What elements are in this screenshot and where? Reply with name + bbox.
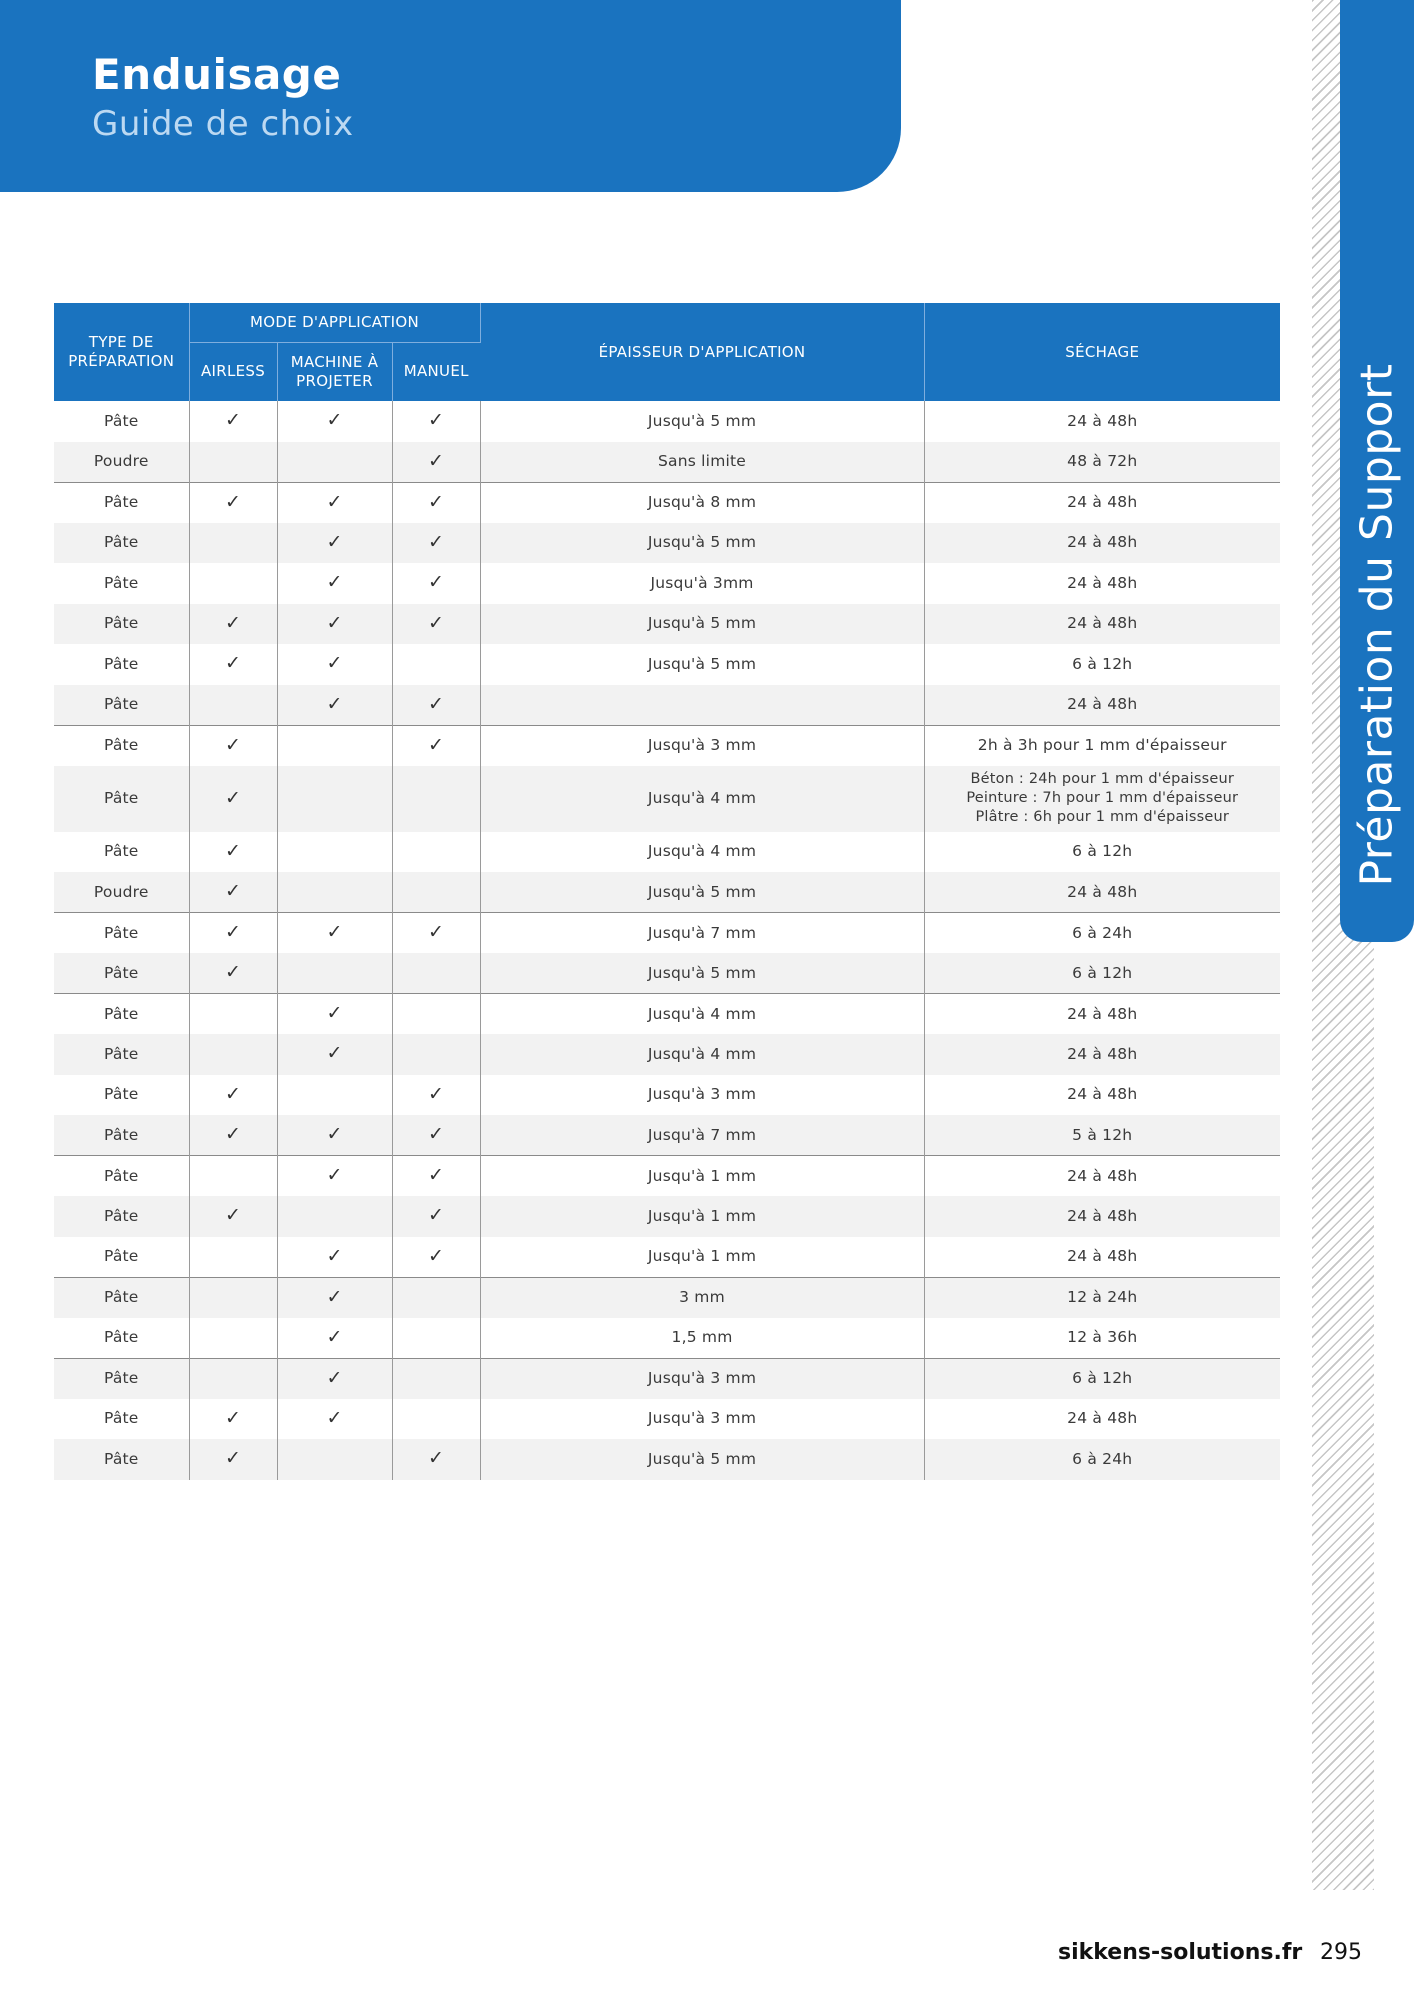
check-icon: ✓: [326, 1244, 343, 1267]
cell-sechage: 24 à 48h: [924, 685, 1280, 726]
cell-airless: [189, 401, 277, 442]
cell-manuel: [392, 1115, 480, 1156]
check-icon: ✓: [427, 1204, 445, 1227]
page-number: 295: [1320, 1940, 1362, 1965]
cell-machine-a-projeter: [277, 1237, 392, 1278]
header-mode-application: MODE D'APPLICATION: [189, 303, 480, 342]
check-icon: ✓: [427, 611, 445, 634]
cell-epaisseur: Jusqu'à 5 mm: [480, 1439, 924, 1480]
cell-manuel: [392, 685, 480, 726]
cell-type-preparation: Pâte: [54, 994, 189, 1035]
table-row: [54, 832, 1280, 873]
cell-sechage: 24 à 48h: [1067, 1247, 1138, 1265]
cell-epaisseur: [480, 685, 924, 726]
table-row: [54, 913, 1280, 954]
cell-type-preparation: Pâte: [54, 913, 189, 954]
table-body: [54, 401, 1280, 1480]
footer-website: sikkens-solutions.fr: [1058, 1940, 1303, 1965]
cell-epaisseur: Jusqu'à 3 mm: [480, 1358, 924, 1399]
cell-machine-a-projeter: [277, 994, 392, 1035]
cell-machine-a-projeter: [277, 523, 392, 564]
cell-manuel: [392, 401, 480, 442]
table-row: [54, 1358, 1280, 1399]
cell-airless: [189, 644, 277, 685]
cell-type-preparation: Pâte: [54, 1156, 189, 1197]
cell-type-preparation: Pâte: [54, 1358, 189, 1399]
table-row: [54, 872, 1280, 913]
table-row: [54, 1156, 1280, 1197]
header-manuel: MANUEL: [392, 342, 480, 401]
cell-airless: [189, 442, 277, 483]
table-row: [54, 563, 1280, 604]
cell-airless: [189, 725, 277, 766]
cell-sechage: 24 à 48h: [1067, 1409, 1138, 1428]
cell-type-preparation: Poudre: [54, 442, 189, 483]
cell-manuel: [392, 563, 480, 604]
cell-manuel: [392, 604, 480, 645]
cell-epaisseur: Jusqu'à 5 mm: [480, 401, 924, 442]
cell-manuel: [392, 913, 480, 954]
cell-epaisseur: Jusqu'à 5 mm: [480, 872, 924, 913]
check-icon: ✓: [427, 1244, 445, 1267]
check-icon: ✓: [224, 839, 242, 862]
cell-type-preparation: Pâte: [54, 563, 189, 604]
check-icon: ✓: [224, 1204, 242, 1227]
cell-epaisseur: Jusqu'à 5 mm: [480, 644, 924, 685]
cell-epaisseur: Jusqu'à 1 mm: [480, 1196, 924, 1237]
cell-type-preparation: Pâte: [54, 644, 189, 685]
check-icon: ✓: [427, 490, 445, 513]
table-row: [54, 1318, 1280, 1359]
check-icon: ✓: [427, 733, 445, 756]
cell-sechage: 24 à 48h: [924, 994, 1280, 1035]
cell-machine-a-projeter: [277, 1439, 392, 1480]
cell-epaisseur: Jusqu'à 4 mm: [480, 766, 924, 832]
check-icon: ✓: [224, 1406, 242, 1429]
check-icon: ✓: [224, 1123, 242, 1145]
cell-type-preparation: Pâte: [54, 832, 189, 873]
cell-machine-a-projeter: [277, 1399, 392, 1440]
cell-machine-a-projeter: [277, 563, 392, 604]
cell-machine-a-projeter: [277, 1075, 392, 1116]
check-icon: ✓: [326, 1042, 343, 1065]
table-row: [54, 685, 1280, 726]
cell-type-preparation: Pâte: [54, 482, 189, 523]
cell-sechage: 24 à 48h: [924, 604, 1280, 645]
cell-sechage: 24 à 48h: [924, 1034, 1280, 1075]
cell-sechage: 24 à 48h: [1067, 411, 1138, 430]
cell-manuel: [392, 644, 480, 685]
cell-machine-a-projeter: [277, 913, 392, 954]
table-row: [54, 1237, 1280, 1278]
cell-sechage: 5 à 12h: [924, 1115, 1280, 1156]
cell-sechage: 6 à 24h: [924, 913, 1280, 954]
table-row: [54, 1075, 1280, 1116]
table-row: [54, 482, 1280, 523]
cell-type-preparation: Pâte: [54, 725, 189, 766]
cell-manuel: [392, 832, 480, 873]
cell-machine-a-projeter: [277, 685, 392, 726]
check-icon: ✓: [224, 786, 242, 809]
cell-machine-a-projeter: [277, 1196, 392, 1237]
table-row: [54, 1115, 1280, 1156]
cell-epaisseur: 1,5 mm: [480, 1318, 924, 1359]
cell-airless: [189, 1277, 277, 1318]
cell-machine-a-projeter: [277, 872, 392, 913]
cell-type-preparation: Pâte: [54, 1034, 189, 1075]
cell-airless: [189, 1115, 277, 1156]
cell-sechage: 6 à 12h: [1072, 842, 1133, 861]
cell-sechage: 24 à 48h: [924, 1156, 1280, 1197]
cell-type-preparation: Poudre: [54, 872, 189, 913]
cell-epaisseur: Jusqu'à 4 mm: [480, 1034, 924, 1075]
cell-manuel: [392, 482, 480, 523]
cell-machine-a-projeter: [277, 1358, 392, 1399]
cell-airless: [189, 872, 277, 913]
cell-airless: [189, 1237, 277, 1278]
page-title: Enduisage: [92, 50, 342, 99]
check-icon: ✓: [224, 611, 242, 634]
check-icon: ✓: [326, 1406, 343, 1429]
check-icon: ✓: [326, 1285, 343, 1308]
cell-type-preparation: Pâte: [54, 523, 189, 564]
cell-epaisseur: Jusqu'à 1 mm: [480, 1156, 924, 1197]
table-row: [54, 1399, 1280, 1440]
header-type-preparation: TYPE DE PRÉPARATION: [54, 303, 189, 401]
cell-machine-a-projeter: [277, 1318, 392, 1359]
cell-airless: [189, 604, 277, 645]
cell-airless: [189, 563, 277, 604]
cell-sechage: 6 à 12h: [924, 1358, 1280, 1399]
cell-manuel: [392, 442, 480, 483]
cell-airless: [189, 1075, 277, 1116]
cell-airless: [189, 913, 277, 954]
check-icon: ✓: [224, 652, 242, 675]
check-icon: ✓: [224, 921, 242, 943]
selection-guide-table: [54, 303, 1280, 1480]
check-icon: ✓: [224, 880, 242, 902]
cell-airless: [189, 994, 277, 1035]
check-icon: ✓: [326, 530, 343, 553]
cell-machine-a-projeter: [277, 766, 392, 832]
check-icon: ✓: [326, 1123, 343, 1145]
table-row: [54, 1034, 1280, 1075]
cell-epaisseur: Jusqu'à 3 mm: [480, 1075, 924, 1116]
cell-sechage: 24 à 48h: [924, 523, 1280, 564]
cell-sechage: 2h à 3h pour 1 mm d'épaisseur: [924, 725, 1280, 766]
cell-sechage: 12 à 24h: [924, 1277, 1280, 1318]
cell-machine-a-projeter: [277, 442, 392, 483]
check-icon: ✓: [427, 409, 445, 432]
check-icon: ✓: [427, 692, 445, 715]
cell-airless: [189, 1439, 277, 1480]
cell-manuel: [392, 725, 480, 766]
check-icon: ✓: [427, 571, 445, 594]
cell-type-preparation: Pâte: [54, 1399, 189, 1440]
table-row: [54, 1277, 1280, 1318]
check-icon: ✓: [326, 1325, 343, 1348]
cell-manuel: [392, 1439, 480, 1480]
check-icon: ✓: [224, 961, 242, 983]
check-icon: ✓: [326, 652, 343, 675]
table-row: [54, 994, 1280, 1035]
cell-airless: [189, 1358, 277, 1399]
check-icon: ✓: [326, 1002, 343, 1024]
cell-airless: [189, 482, 277, 523]
cell-sechage: 24 à 48h: [924, 1196, 1280, 1237]
cell-sechage: 6 à 24h: [924, 1439, 1280, 1480]
cell-machine-a-projeter: [277, 604, 392, 645]
cell-manuel: [392, 1358, 480, 1399]
table-row: [54, 523, 1280, 564]
cell-machine-a-projeter: [277, 1156, 392, 1197]
cell-type-preparation: Pâte: [54, 1237, 189, 1278]
cell-epaisseur: Jusqu'à 4 mm: [480, 832, 924, 873]
cell-sechage: Béton : 24h pour 1 mm d'épaisseur Peinture : 7h pour 1 mm d'épaisseur Plâtre : 6h pour 1 mm d'épaisseur: [924, 766, 1280, 832]
check-icon: ✓: [427, 449, 445, 472]
cell-airless: [189, 832, 277, 873]
cell-epaisseur: Jusqu'à 3mm: [480, 563, 924, 604]
table-row: [54, 604, 1280, 645]
section-side-tab-label: Préparation du Support: [1351, 363, 1403, 887]
cell-epaisseur: Jusqu'à 7 mm: [480, 913, 924, 954]
header-airless: AIRLESS: [189, 342, 277, 401]
cell-epaisseur: Jusqu'à 3 mm: [480, 725, 924, 766]
check-icon: ✓: [326, 611, 343, 634]
cell-machine-a-projeter: [277, 1277, 392, 1318]
cell-airless: [189, 1156, 277, 1197]
check-icon: ✓: [427, 1123, 445, 1145]
cell-airless: [189, 953, 277, 994]
table-row: [54, 766, 1280, 832]
check-icon: ✓: [224, 409, 242, 432]
cell-machine-a-projeter: [277, 1034, 392, 1075]
cell-epaisseur: Jusqu'à 7 mm: [480, 1115, 924, 1156]
cell-epaisseur: Jusqu'à 4 mm: [480, 994, 924, 1035]
cell-epaisseur: Sans limite: [480, 442, 924, 483]
cell-type-preparation: Pâte: [54, 1075, 189, 1116]
table-row: [54, 1196, 1280, 1237]
cell-manuel: [392, 1075, 480, 1116]
table-row: [54, 1439, 1280, 1480]
check-icon: ✓: [427, 530, 445, 553]
cell-manuel: [392, 766, 480, 832]
page-subtitle: Guide de choix: [92, 104, 354, 144]
check-icon: ✓: [427, 1447, 445, 1470]
cell-manuel: [392, 994, 480, 1035]
cell-machine-a-projeter: [277, 401, 392, 442]
cell-airless: [189, 1034, 277, 1075]
cell-machine-a-projeter: [277, 1115, 392, 1156]
cell-epaisseur: Jusqu'à 8 mm: [480, 482, 924, 523]
check-icon: ✓: [326, 1366, 343, 1389]
cell-type-preparation: Pâte: [54, 953, 189, 994]
header-epaisseur: ÉPAISSEUR D'APPLICATION: [480, 303, 924, 401]
cell-machine-a-projeter: [277, 832, 392, 873]
cell-airless: [189, 685, 277, 726]
table-row: [54, 442, 1280, 483]
cell-epaisseur: 3 mm: [480, 1277, 924, 1318]
cell-machine-a-projeter: [277, 725, 392, 766]
check-icon: ✓: [427, 921, 445, 943]
check-icon: ✓: [427, 1082, 445, 1105]
check-icon: ✓: [326, 921, 343, 943]
check-icon: ✓: [326, 1164, 343, 1186]
cell-airless: [189, 1399, 277, 1440]
cell-sechage: 24 à 48h: [1067, 573, 1138, 592]
cell-sechage: 24 à 48h: [924, 872, 1280, 913]
check-icon: ✓: [326, 692, 343, 715]
check-icon: ✓: [427, 1164, 445, 1186]
cell-sechage: 24 à 48h: [924, 482, 1280, 523]
cell-airless: [189, 1318, 277, 1359]
cell-type-preparation: Pâte: [54, 766, 189, 832]
header-machine-a-projeter: MACHINE À PROJETER: [277, 342, 392, 401]
cell-airless: [189, 766, 277, 832]
cell-airless: [189, 523, 277, 564]
cell-sechage: 12 à 36h: [1067, 1328, 1138, 1346]
cell-machine-a-projeter: [277, 644, 392, 685]
check-icon: ✓: [326, 490, 343, 513]
cell-epaisseur: Jusqu'à 5 mm: [480, 953, 924, 994]
cell-sechage: 6 à 12h: [924, 953, 1280, 994]
cell-type-preparation: Pâte: [54, 1439, 189, 1480]
cell-manuel: [392, 872, 480, 913]
cell-manuel: [392, 1399, 480, 1440]
check-icon: ✓: [224, 733, 242, 756]
check-icon: ✓: [326, 409, 343, 432]
cell-epaisseur: Jusqu'à 1 mm: [480, 1237, 924, 1278]
table-row: [54, 644, 1280, 685]
cell-type-preparation: Pâte: [54, 401, 189, 442]
cell-epaisseur: Jusqu'à 5 mm: [480, 604, 924, 645]
cell-manuel: [392, 1318, 480, 1359]
check-icon: ✓: [224, 1082, 242, 1105]
header-sechage: SÉCHAGE: [924, 303, 1280, 401]
cell-manuel: [392, 953, 480, 994]
cell-type-preparation: Pâte: [54, 604, 189, 645]
cell-type-preparation: Pâte: [54, 1115, 189, 1156]
cell-type-preparation: Pâte: [54, 1318, 189, 1359]
check-icon: ✓: [326, 571, 343, 594]
table-row: [54, 725, 1280, 766]
check-icon: ✓: [224, 490, 242, 513]
table-row: [54, 401, 1280, 442]
cell-machine-a-projeter: [277, 953, 392, 994]
check-icon: ✓: [224, 1447, 242, 1470]
cell-manuel: [392, 523, 480, 564]
cell-type-preparation: Pâte: [54, 685, 189, 726]
cell-sechage: 48 à 72h: [924, 442, 1280, 483]
cell-manuel: [392, 1156, 480, 1197]
cell-epaisseur: Jusqu'à 3 mm: [480, 1399, 924, 1440]
cell-manuel: [392, 1277, 480, 1318]
cell-epaisseur: Jusqu'à 5 mm: [480, 523, 924, 564]
cell-type-preparation: Pâte: [54, 1196, 189, 1237]
cell-manuel: [392, 1196, 480, 1237]
cell-manuel: [392, 1237, 480, 1278]
cell-sechage: 24 à 48h: [1067, 1085, 1138, 1104]
cell-sechage: 6 à 12h: [1072, 654, 1133, 673]
cell-machine-a-projeter: [277, 482, 392, 523]
cell-type-preparation: Pâte: [54, 1277, 189, 1318]
cell-airless: [189, 1196, 277, 1237]
table-row: [54, 953, 1280, 994]
cell-manuel: [392, 1034, 480, 1075]
